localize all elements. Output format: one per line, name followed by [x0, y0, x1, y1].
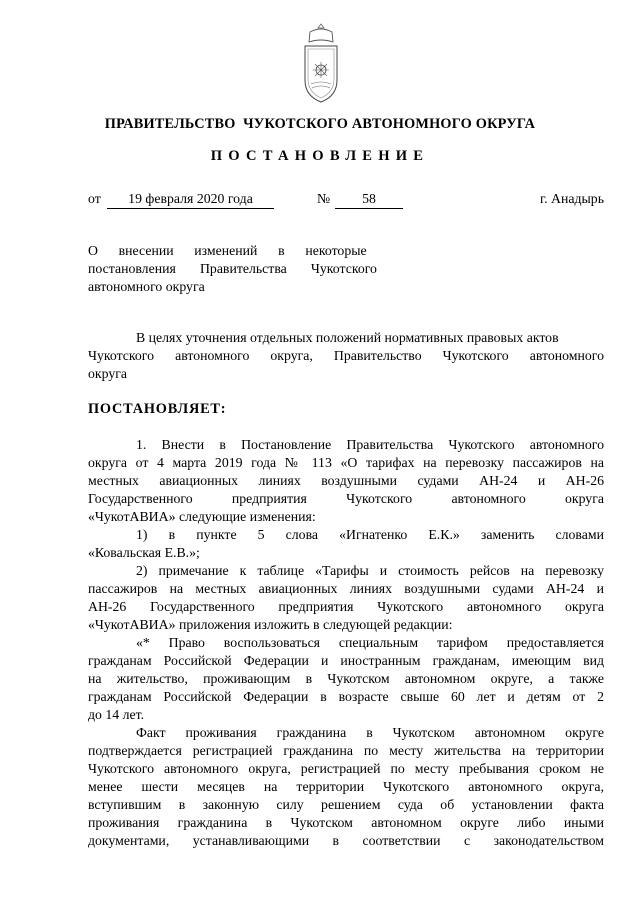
body-line: проживания гражданина в Чукотском автономном округе либо иными: [88, 815, 604, 830]
subject-line: автономного округа: [88, 279, 205, 294]
body-line: «Ковальская Е.В.»;: [88, 545, 200, 560]
body-line: «ЧукотАВИА» приложения изложить в следующей редакции:: [88, 617, 453, 632]
body-line: Государственного предприятия Чукотского автономного округа: [88, 491, 604, 506]
subject-line: постановления Правительства Чукотского: [88, 261, 377, 276]
body-line: гражданам Российской Федерации в возрасте свыше 60 лет и детям от 2: [88, 689, 604, 704]
document-number: 58: [335, 190, 403, 209]
preamble-line: округа: [88, 366, 127, 381]
body-line: «ЧукотАВИА» следующие изменения:: [88, 509, 316, 524]
date-prefix: от: [88, 191, 101, 206]
body-line: местных авиационных линиях воздушными судами АН-24 и АН-26: [88, 473, 604, 488]
body-line: Факт проживания гражданина в Чукотском автономном округе: [136, 725, 604, 740]
resolves-heading: ПОСТАНОВЛЯЕТ:: [88, 401, 227, 417]
body-line: 2) примечание к таблице «Тарифы и стоимость рейсов на перевозку: [136, 563, 604, 578]
body-line: документами, устанавливающими в соответствии с законодательством: [88, 833, 604, 848]
document-type: ПОСТАНОВЛЕНИЕ: [210, 148, 430, 164]
number-label: №: [317, 191, 331, 206]
document-date: 19 февраля 2020 года: [107, 190, 274, 209]
government-name: ПРАВИТЕЛЬСТВО ЧУКОТСКОГО АВТОНОМНОГО ОКРУГА: [104, 116, 536, 132]
body-line: Чукотского автономного округа, регистрацией по месту пребывания сроком не: [88, 761, 604, 776]
body-line: подтверждается регистрацией гражданина по месту жительства на территории: [88, 743, 604, 758]
preamble-line: В целях уточнения отдельных положений нормативных правовых актов: [136, 330, 559, 345]
body-line: гражданам Российской Федерации и иностранным гражданам, имеющим вид: [88, 653, 604, 668]
body-line: АН-26 Государственного предприятия Чукотского автономного округа: [88, 599, 604, 614]
body-line: менее шести месяцев на территории Чукотского автономного округа,: [88, 779, 604, 794]
body-line: «* Право воспользоваться специальным тарифом предоставляется: [136, 635, 604, 650]
body-line: вступившим в законную силу решением суда об установлении факта: [88, 797, 604, 812]
body-line: 1. Внести в Постановление Правительства Чукотского автономного: [136, 437, 604, 452]
subject-line: О внесении изменений в некоторые: [88, 243, 367, 258]
body-line: на жительство, проживающим в Чукотском автономном округе, а также: [88, 671, 604, 686]
preamble-line: Чукотского автономного округа, Правительство Чукотского автономного: [88, 348, 604, 363]
body-line: 1) в пункте 5 слова «Игнатенко Е.К.» заменить словами: [136, 527, 604, 542]
document-city: г. Анадырь: [540, 191, 604, 206]
body-line: пассажиров на местных авиационных линиях воздушными судами АН-24 и: [88, 581, 604, 596]
coat-of-arms-emblem: [302, 22, 340, 106]
body-line: округа от 4 марта 2019 года № 113 «О тарифах на перевозку пассажиров на: [88, 455, 604, 470]
body-line: до 14 лет.: [88, 707, 145, 722]
